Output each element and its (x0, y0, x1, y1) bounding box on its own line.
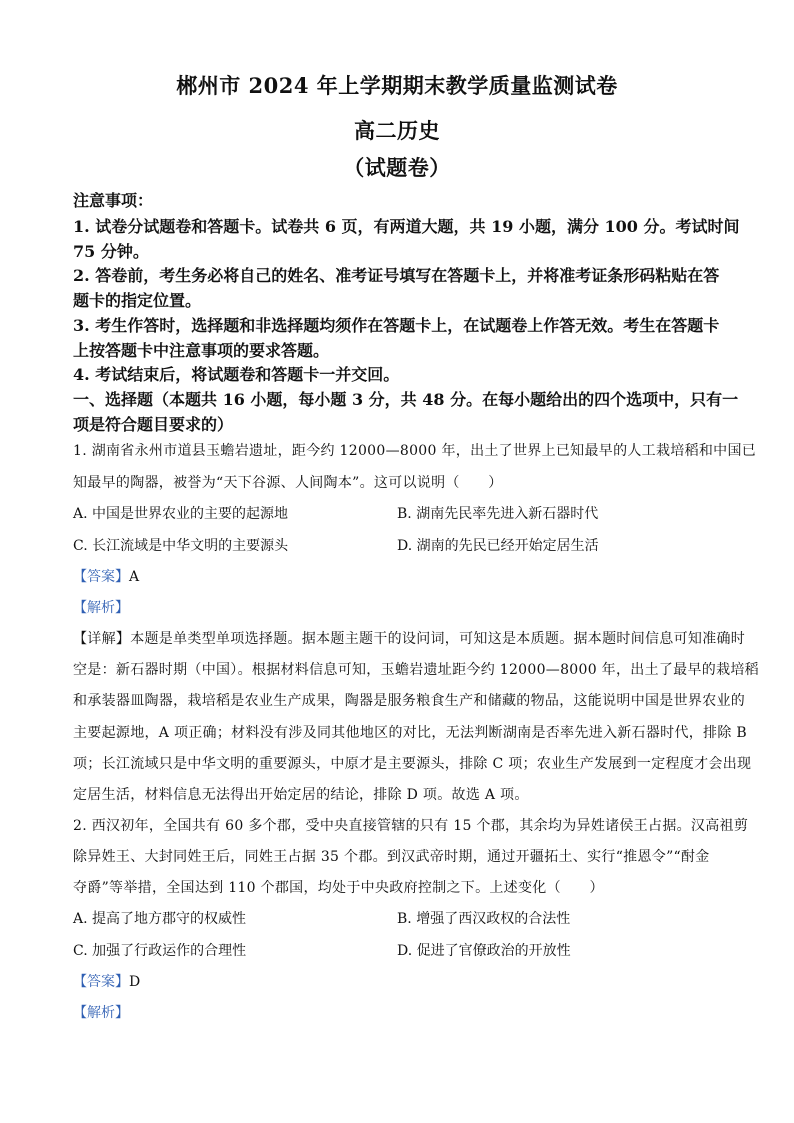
exam-subject: 高二历史 (354, 118, 440, 143)
answer-value: A (129, 569, 140, 585)
question-1-analysis-label: 【解析】 (73, 600, 129, 616)
question-1-detail-line: 项；长江流域只是中华文明的重要源头，中原才是主要源头，排除 C 项；农业生产发展到一定程度才会出现 (73, 756, 752, 772)
question-2-option-c: C. 加强了行政运作的合理性 (73, 943, 247, 959)
answer-label: 【答案】 (73, 569, 129, 585)
question-2-stem: 除异姓王、大封同姓王后，同姓王占据 35 个郡。到汉武帝时期，通过开疆拓土、实行“推恩令”“酎金 (73, 849, 710, 865)
question-1-option-c: C. 长江流域是中华文明的主要源头 (73, 538, 289, 554)
question-2-stem: 2. 西汉初年，全国共有 60 多个郡，受中央直接管辖的只有 15 个郡，其余均为异姓诸侯王占据。汉高祖剪 (73, 818, 749, 834)
detail-text: 本题是单类型单项选择题。据本题主题干的设问词，可知这是本质题。据本题时间信息可知准确时 (130, 631, 746, 647)
detail-label: 【详解】 (73, 631, 131, 647)
notice-line: 题卡的指定位置。 (73, 291, 202, 310)
notice-line: 上按答题卡中注意事项的要求答题。 (73, 341, 330, 360)
notice-heading: 注意事项： (73, 191, 154, 210)
notice-line: 4. 考试结束后，将试题卷和答题卡一并交回。 (73, 365, 400, 384)
question-2-option-a: A. 提高了地方郡守的权威性 (73, 911, 247, 927)
question-1-answer (73, 566, 139, 586)
question-1-detail-line: 定居生活，材料信息无法得出开始定居的结论，排除 D 项。故选 A 项。 (73, 787, 529, 803)
question-2-stem: 夺爵”等举措，全国达到 110 个郡国，均处于中央政府控制之下。上述变化（ ） (73, 880, 604, 896)
question-1-stem: 知最早的陶器，被誉为“天下谷源、人间陶本”。这可以说明（ ） (73, 475, 503, 491)
section-heading: 一、选择题（本题共 16 小题，每小题 3 分，共 48 分。在每小题给出的四个选项中，只有一 (73, 390, 739, 409)
section-heading: 项是符合题目要求的） (73, 415, 234, 434)
question-2-option-d: D. 促进了官僚政治的开放性 (397, 943, 571, 959)
question-1-option-b: B. 湖南先民率先进入新石器时代 (397, 506, 599, 522)
notice-line: 3. 考生作答时，选择题和非选择题均须作在答题卡上，在试题卷上作答无效。考生在答题卡 (73, 316, 720, 335)
question-1-detail-line: 空是：新石器时期（中国）。根据材料信息可知，玉蟾岩遗址距今约 12000—8000 年，出土了最早的栽培稻 (73, 662, 759, 678)
question-1-option-d: D. 湖南的先民已经开始定居生活 (397, 538, 599, 554)
question-1-stem: 1. 湖南省永州市道县玉蟾岩遗址，距今约 12000—8000 年，出土了世界上已知最早的人工栽培稻和中国已 (73, 443, 757, 459)
question-2-option-b: B. 增强了西汉政权的合法性 (397, 911, 571, 927)
question-1-detail-line: 主要起源地，A 项正确；材料没有涉及同其他地区的对比，无法判断湖南是否率先进入新石器时代，排除 B (73, 725, 747, 741)
answer-label: 【答案】 (73, 974, 129, 990)
notice-line: 1. 试卷分试题卷和答题卡。试卷共 6 页，有两道大题，共 19 小题，满分 100 分。考试时间 (73, 217, 740, 236)
question-1-detail (73, 628, 745, 648)
question-1-detail-line: 和承装器皿陶器，栽培稻是农业生产成果，陶器是服务粮食生产和储藏的物品，这能说明中国是世界农业的 (73, 693, 746, 709)
exam-title: 郴州市 2024 年上学期期末教学质量监测试卷 (176, 73, 618, 98)
question-2-answer (73, 971, 140, 991)
answer-value: D (129, 974, 141, 990)
question-2-analysis-label: 【解析】 (73, 1005, 129, 1021)
notice-line: 2. 答卷前，考生务必将自己的姓名、准考证号填写在答题卡上，并将准考证条形码粘贴在答 (73, 266, 720, 285)
notice-line: 75 分钟。 (73, 242, 149, 261)
paper-type: （试题卷） (343, 155, 451, 180)
question-1-option-a: A. 中国是世界农业的主要的起源地 (73, 506, 289, 522)
